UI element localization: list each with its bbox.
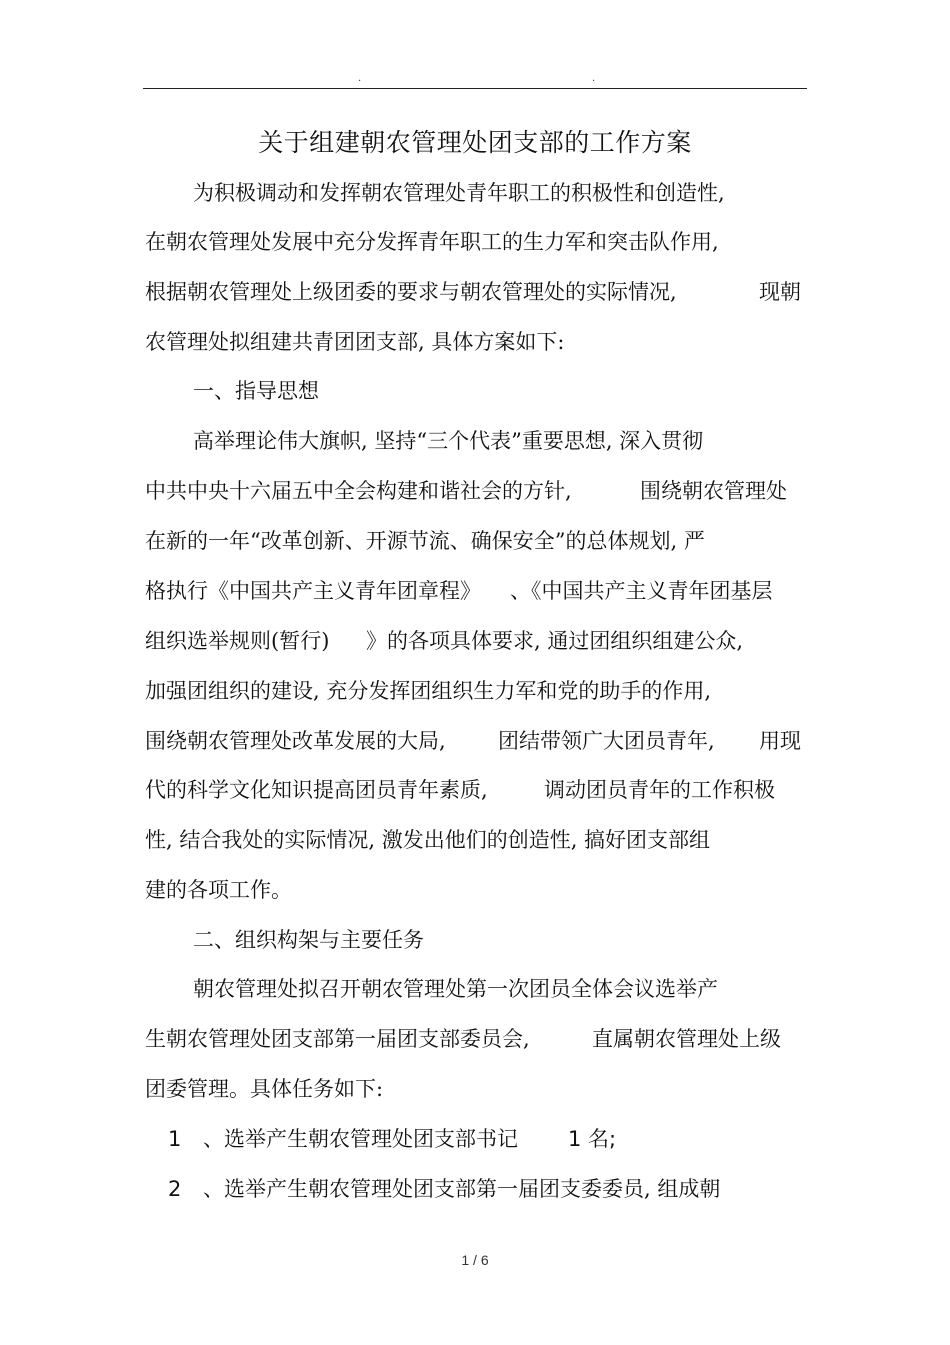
body-line: 高举理论伟大旗帜, 坚持“三个代表”重要思想, 深入贯彻 [193, 429, 704, 453]
body-line: 格执行《中国共产主义青年团章程》 [145, 579, 481, 603]
body-line: 调动团员青年的工作积极 [544, 778, 775, 802]
body-line: 直属朝农管理处上级 [592, 1027, 781, 1051]
body-line: 团结带领广大团员青年, [498, 729, 715, 753]
header-rule [143, 88, 807, 89]
body-line: 农管理处拟组建共青团团支部, 具体方案如下: [145, 330, 565, 354]
body-line: 团委管理。具体任务如下: [145, 1077, 384, 1101]
document-title: 关于组建朝农管理处团支部的工作方案 [258, 128, 692, 157]
body-line: 在新的一年“改革创新、开源节流、确保安全”的总体规划, 严 [145, 529, 705, 553]
list-item-number: 2 [168, 1177, 182, 1201]
page-number: 1 / 6 [461, 1252, 489, 1268]
body-line: 性, 结合我处的实际情况, 激发出他们的创造性, 搞好团支部组 [145, 828, 711, 852]
body-line: 为积极调动和发挥朝农管理处青年职工的积极性和创造性, [193, 181, 725, 205]
body-line: 用现 [759, 729, 801, 753]
body-line: 围绕朝农管理处 [640, 479, 787, 503]
list-item: 、选举产生朝农管理处团支部书记 [203, 1127, 518, 1151]
body-line: 中共中央十六届五中全会构建和谐社会的方针, [145, 479, 572, 503]
body-line: 建的各项工作。 [145, 878, 292, 902]
body-line: 围绕朝农管理处改革发展的大局, [145, 729, 446, 753]
section-heading: 一、指导思想 [193, 379, 319, 403]
list-item-number: 1 [168, 1127, 182, 1151]
header-dot: . [592, 73, 596, 84]
body-line: 根据朝农管理处上级团委的要求与朝农管理处的实际情况, [145, 280, 677, 304]
body-line: 现朝 [759, 280, 801, 304]
body-line: 》的各项具体要求, 通过团组织组建公众, [366, 629, 744, 653]
body-line: 加强团组织的建设, 充分发挥团组织生力军和党的助手的作用, [145, 679, 712, 703]
body-line: 朝农管理处拟召开朝农管理处第一次团员全体会议选举产 [193, 977, 718, 1001]
list-item: 、选举产生朝农管理处团支部第一届团支委委员, 组成朝 [203, 1177, 721, 1201]
body-line: 生朝农管理处团支部第一届团支部委员会, [145, 1027, 530, 1051]
body-line: 组织选举规则(暂行) [145, 629, 330, 653]
header-dot: . [358, 73, 362, 84]
body-line: 代的科学文化知识提高团员青年素质, [145, 778, 488, 802]
list-item: 1 名; [568, 1127, 617, 1151]
body-line: 在朝农管理处发展中充分发挥青年职工的生力军和突击队作用, [145, 230, 719, 254]
section-heading: 二、组织构架与主要任务 [193, 928, 424, 952]
body-line: 、《中国共产主义青年团基层 [510, 579, 773, 603]
